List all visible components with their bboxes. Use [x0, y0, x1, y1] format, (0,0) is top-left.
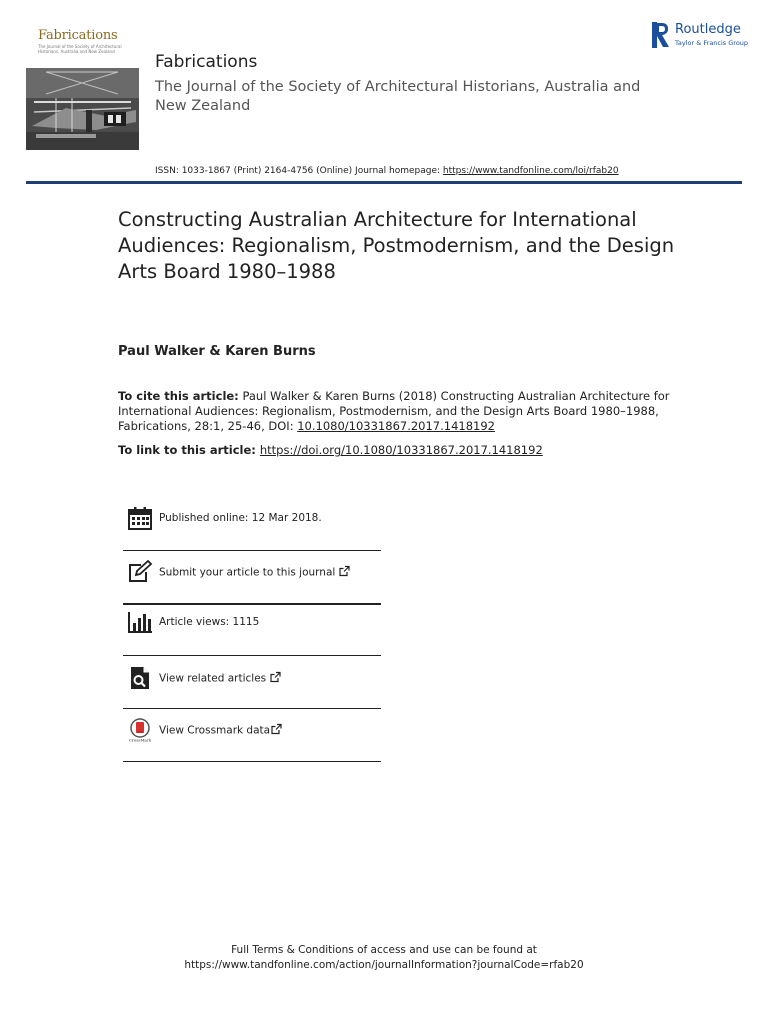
published-row — [124, 492, 381, 544]
publisher-logo — [652, 22, 752, 50]
crossmark-row[interactable] — [124, 704, 381, 756]
crossmark-link[interactable]: View Crossmark data — [159, 724, 271, 737]
crossmark-caption: CrossMark — [128, 737, 152, 742]
publisher-subname: Taylor & Francis Group — [675, 39, 749, 47]
footer — [0, 943, 768, 973]
edit-icon — [127, 560, 153, 584]
journal-homepage-link[interactable]: https://www.tandfonline.com/loi/rfab20 — [442, 166, 619, 176]
related-articles-link[interactable]: View related articles — [159, 672, 267, 685]
publisher-name: Routledge — [675, 22, 741, 37]
journal-title: Fabrications — [155, 52, 258, 72]
crossmark-icon — [127, 718, 153, 742]
footer-terms-link[interactable]: https://www.tandfonline.com/action/journalInformation?journalCode=rfab20 — [184, 959, 584, 971]
footer-terms-text: Full Terms & Conditions of access and use can be found at — [231, 944, 537, 956]
published-date: Published online: 12 Mar 2018. — [159, 512, 322, 524]
search-document-icon — [127, 666, 153, 690]
info-divider — [123, 761, 381, 762]
article-views: Article views: 1115 — [159, 616, 260, 628]
journal-logo — [38, 28, 138, 54]
journal-logo-text: Fabrications — [38, 28, 118, 43]
link-label: To link to this article: — [118, 443, 260, 457]
journal-logo-subtext: The Journal of the Society of Architectural Historians, Australia and New Zealand — [38, 44, 122, 54]
header-divider — [26, 181, 742, 184]
article-link-row — [118, 443, 543, 457]
article-authors: Paul Walker & Karen Burns — [118, 344, 316, 359]
cite-text: Paul Walker & Karen Burns (2018) Constructing Australian Architecture for International Audiences: Regionalism, Postmodernism, and the Design Arts Board 1980–1988, Fabrications, 28:1, 25-46, DOI: — [118, 389, 670, 433]
issn-text: ISSN: 1033-1867 (Print) 2164-4756 (Online) Journal homepage: — [155, 166, 443, 176]
submit-row[interactable] — [124, 546, 381, 598]
views-row — [124, 596, 381, 648]
calendar-icon — [127, 506, 153, 530]
external-link-icon — [339, 566, 350, 577]
cite-label: To cite this article: — [118, 389, 239, 403]
cite-doi-link[interactable]: 10.1080/10331867.2017.1418192 — [297, 419, 495, 433]
journal-subtitle: The Journal of the Society of Architectural Historians, Australia and New Zealand — [155, 79, 641, 114]
related-row[interactable] — [124, 652, 381, 704]
citation-block — [118, 389, 678, 434]
journal-cover-image — [26, 68, 139, 150]
bar-chart-icon — [127, 610, 153, 634]
submit-article-link[interactable]: Submit your article to this journal — [159, 566, 336, 579]
external-link-icon — [270, 672, 281, 683]
article-doi-link[interactable]: https://doi.org/10.1080/10331867.2017.1418192 — [259, 443, 543, 457]
article-title: Constructing Australian Architecture for International Audiences: Regionalism, Postmodernism, and the Design Arts Board 1980–1988 — [118, 208, 675, 283]
routledge-logo-icon — [652, 22, 670, 48]
issn-line — [155, 166, 619, 176]
external-link-icon — [271, 724, 282, 735]
